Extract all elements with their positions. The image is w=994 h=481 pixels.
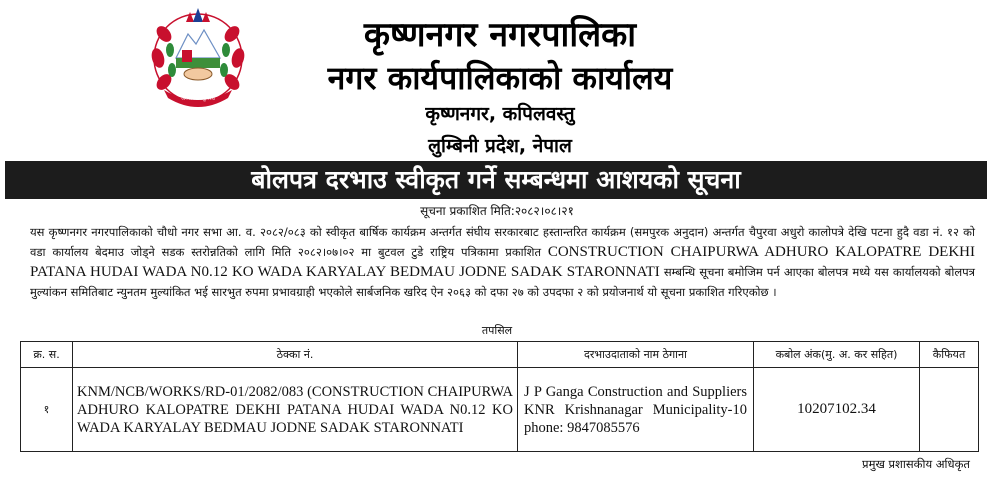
notice-body-part1: यस कृष्णनगर नगरपालिकाको चौधो नगर सभा आ. व. २०८२/०८३ को स्वीकृत बार्षिक कार्यक्रम अन्तर्गत संघीय सरकारबाट हस्तान्तरित कार्यक्रम (समपुरक अनुदान) अन्तर्गत चैपुरवा अधुरो कालोपत्रे देखि पटना हुदै वडा नं. १२ को वडा कार्यालय बेदमाउ जोड्ने सडक स्तरोन्नतिको लागि मिति २०८२।०७।०२ मा बुटवल टुडे राष्ट्रिय पत्रिकामा प्रकाशित xyxy=(30,225,975,259)
header-sn: क्र. स. xyxy=(21,342,73,368)
award-table xyxy=(20,341,979,452)
notice-body xyxy=(30,222,975,302)
row-sn: १ xyxy=(21,368,73,452)
row-amount: 10207102.34 xyxy=(754,368,920,452)
office-address: कृष्णनगर, कपिलवस्तु xyxy=(425,103,575,125)
table-caption: तपसिल xyxy=(481,324,513,337)
header-remarks: कैफियत xyxy=(920,342,979,368)
office-name: नगर कार्यपालिकाको कार्यालय xyxy=(327,59,673,97)
project-name: CONSTRUCTION CHAIPURWA ADHURO KALOPATRE DEKHI PATANA HUDAI WADA N0.12 KO WADA KARYALAY BEDMAU JODNE SADAK STARONNATI xyxy=(30,244,975,280)
notice-title: बोलपत्र दरभाउ स्वीकृत गर्ने सम्बन्धमा आशयको सूचना xyxy=(5,161,987,199)
header-contract: ठेक्का नं. xyxy=(73,342,518,368)
row-bidder: J P Ganga Construction and Suppliers KNR Krishnanagar Municipality-10 phone: 9847085576 xyxy=(518,368,754,452)
province-country: लुम्बिनी प्रदेश, नेपाल xyxy=(428,135,572,157)
letterhead xyxy=(0,0,994,160)
svg-text:जननी जन्मभूमिश्च: जननी जन्मभूमिश्च xyxy=(181,96,215,102)
table-row xyxy=(21,368,979,452)
header-amount: कबोल अंक(मु. अ. कर सहित) xyxy=(754,342,920,368)
published-date: सूचना प्रकाशित मिति:२०८२।०८।२१ xyxy=(420,204,574,218)
table-header-row xyxy=(21,342,979,368)
row-remarks xyxy=(920,368,979,452)
signatory-title: प्रमुख प्रशासकीय अधिकृत xyxy=(862,457,970,471)
notice-body-part2: सम्बन्धि सूचना बमोजिम पर्न आएका बोलपत्र मध्ये यस कार्यालयको बोलपत्र मुल्यांकन समितिबाट न्युनतम मुल्यांकित भई सारभुत रुपमा प्रभावग्राही भएकोले सार्बजनिक खरिद ऐन २०६३ को दफा २७ को उपदफा २ को प्रयोजनार्थ यो सूचना प्रकाशित गरिएकोछ । xyxy=(30,265,975,299)
municipality-name: कृष्णनगर नगरपालिका xyxy=(363,15,637,55)
nepal-government-emblem-icon xyxy=(148,6,248,108)
header-bidder: दरभाउदाताको नाम ठेगाना xyxy=(518,342,754,368)
row-contract: KNM/NCB/WORKS/RD-01/2082/083 (CONSTRUCTION CHAIPURWA ADHURO KALOPATRE DEKHI PATANA HUDAI WADA N0.12 KO WADA KARYALAY BEDMAU JODNE SADAK STARONNATI xyxy=(73,368,518,452)
